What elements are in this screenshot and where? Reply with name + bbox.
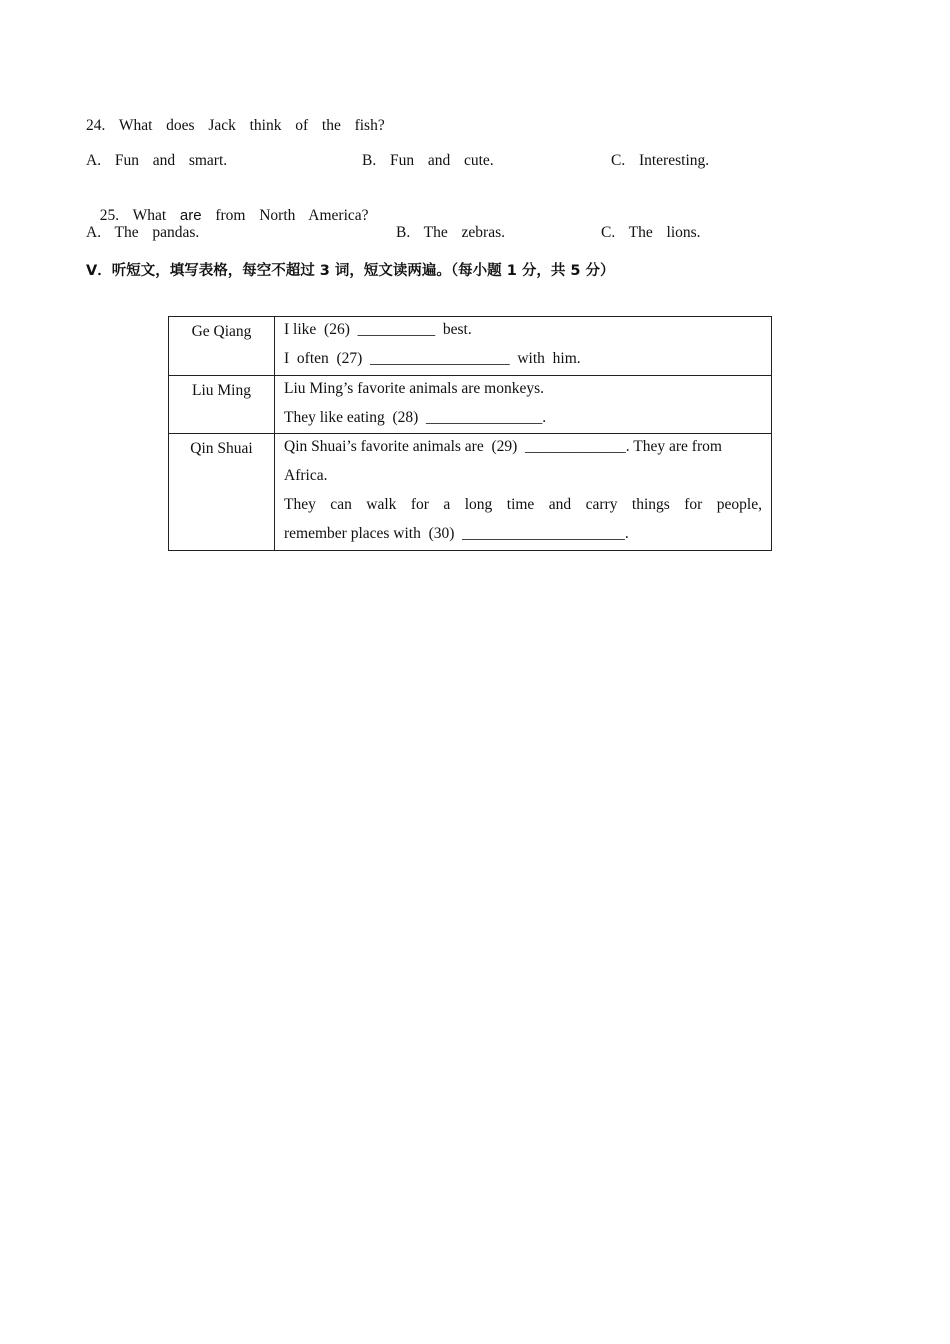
- table-name-cell: [169, 376, 275, 434]
- table-name-cell: [169, 317, 275, 376]
- table-content-cell: [275, 317, 772, 376]
- question-25-option-a[interactable]: A. The pandas.: [86, 224, 200, 241]
- question-24-stem: 24. What does Jack think of the fish?: [86, 117, 385, 134]
- row-line: They can walk for a long time and carry things for people,: [284, 496, 762, 513]
- question-25-option-c[interactable]: C. The lions.: [601, 224, 701, 241]
- table-name-cell: [169, 434, 275, 551]
- row-name: Liu Ming: [192, 382, 251, 399]
- question-25-stem-post: from North America?: [201, 207, 369, 224]
- question-24-option-c[interactable]: C. Interesting.: [611, 152, 710, 169]
- row-line: remember places with (30) _____________________.: [284, 525, 629, 542]
- question-25-stem-are: are: [179, 207, 202, 224]
- fill-in-table: [168, 316, 772, 551]
- question-24-option-a[interactable]: A. Fun and smart.: [86, 152, 228, 169]
- question-24-option-b[interactable]: B. Fun and cute.: [362, 152, 494, 169]
- table-content-cell: [275, 434, 772, 551]
- question-25-stem: [86, 189, 369, 225]
- row-line: Africa.: [284, 467, 328, 484]
- row-name: Qin Shuai: [190, 440, 253, 457]
- row-line: I often (27) __________________ with him.: [284, 350, 581, 367]
- question-25-stem-pre: 25. What: [99, 207, 180, 224]
- table-row: [169, 434, 772, 551]
- row-line: Qin Shuai’s favorite animals are (29) _____________. They are from: [284, 438, 722, 455]
- table-row: [169, 376, 772, 434]
- row-line: I like (26) __________ best.: [284, 321, 472, 338]
- table-row: [169, 317, 772, 376]
- row-line: Liu Ming’s favorite animals are monkeys.: [284, 380, 544, 397]
- table-content-cell: [275, 376, 772, 434]
- section-v-heading: V．听短文，填写表格，每空不超过 3 词，短文读两遍。（每小题 1 分，共 5 分）: [86, 263, 615, 279]
- row-line: They like eating (28) _______________.: [284, 409, 547, 426]
- row-name: Ge Qiang: [191, 323, 252, 340]
- question-25-option-b[interactable]: B. The zebras.: [396, 224, 505, 241]
